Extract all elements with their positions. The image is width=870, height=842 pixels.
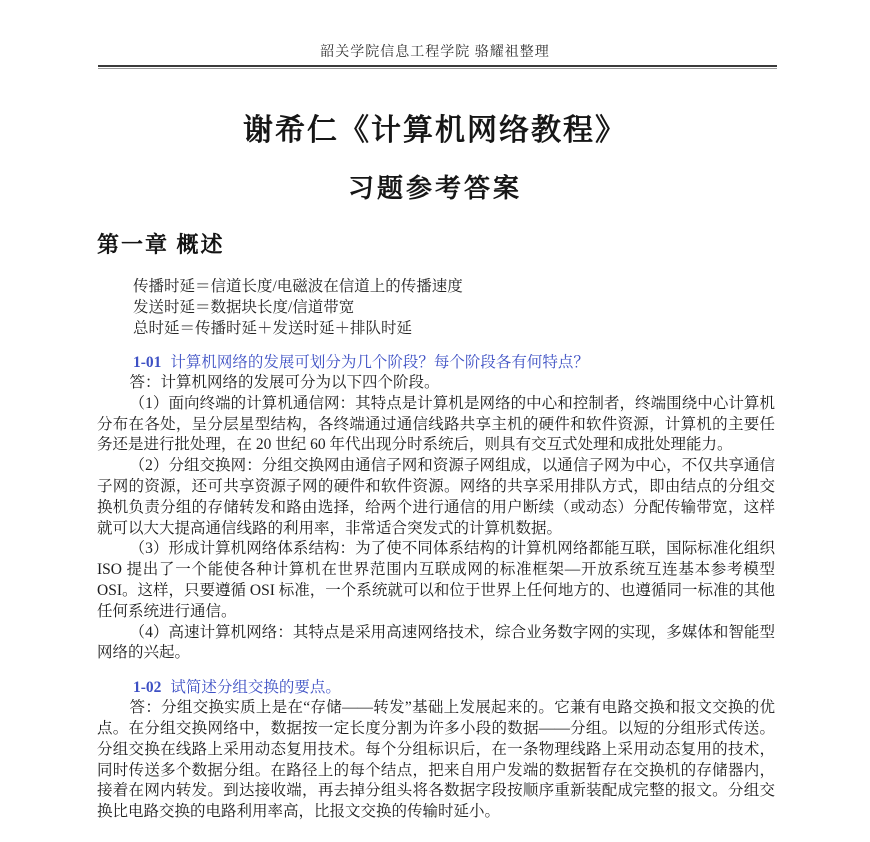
answer-1-02 [97, 698, 775, 823]
answer-paragraph: 答：计算机网络的发展可分为以下四个阶段。 [129, 374, 440, 391]
header-divider-rule [98, 65, 777, 69]
formula-line-total: 总时延＝传播时延＋发送时延＋排队时延 [133, 320, 413, 337]
answer-paragraph: （3）形成计算机网络体系结构：为了使不同体系结构的计算机网络都能互联，国际标准化组织 ISO 提出了一个能使各种计算机在世界范围内互联成网的标准框架—开放系统互连基本参考模型 OSI。这样，只要遵循 OSI 标准，一个系统就可以和位于世界上任何地方的、也遵循同一标准的其他任何系统进行通信。 [97, 540, 775, 620]
question-text: 试简述分组交换的要点。 [170, 679, 341, 697]
answer-1-01 [97, 373, 775, 664]
question-number: 1-02 [133, 679, 162, 697]
chapter-heading: 第一章 概述 [97, 232, 225, 257]
question-1-02 [133, 677, 775, 698]
document-body [97, 228, 775, 823]
delay-formulas [133, 276, 775, 339]
formula-line-transmission: 发送时延＝数据块长度/信道带宽 [133, 299, 355, 316]
page-header-affiliation: 韶关学院信息工程学院 骆耀祖整理 [320, 45, 550, 60]
formula-line-propagation: 传播时延＝信道长度/电磁波在信道上的传播速度 [133, 278, 463, 295]
question-number: 1-01 [133, 354, 162, 371]
question-1-01 [133, 352, 775, 373]
question-text: 计算机网络的发展可划分为几个阶段？每个阶段各有何特点？ [170, 354, 589, 371]
document-subtitle: 习题参考答案 [347, 174, 522, 203]
answer-paragraph: （2）分组交换网：分组交换网由通信子网和资源子网组成，以通信子网为中心，不仅共享通信子网的资源，还可共享资源子网的硬件和软件资源。网络的共享采用排队方式，即由结点的分组交换机负责分组的存储转发和路由选择，给两个进行通信的用户断续（或动态）分配传输带宽，这样就可以大大提高通信线路的利用率，非常适合突发式的计算机数据。 [97, 457, 775, 537]
document-title: 谢希仁《计算机网络教程》 [243, 114, 627, 147]
answer-paragraph: （4）高速计算机网络：其特点是采用高速网络技术，综合业务数字网的实现，多媒体和智能型网络的兴起。 [97, 623, 775, 662]
answer-paragraph: （1）面向终端的计算机通信网：其特点是计算机是网络的中心和控制者，终端围绕中心计算机分布在各处，呈分层星型结构，各终端通过通信线路共享主机的硬件和软件资源，计算机的主要任务还是进行批处理，在 20 世纪 60 年代出现分时系统后，则具有交互式处理和成批处理能力。 [97, 394, 775, 454]
answer-paragraph: 答：分组交换实质上是在“存储——转发”基础上发展起来的。它兼有电路交换和报文交换的优点。在分组交换网络中，数据按一定长度分割为许多小段的数据——分组。以短的分组形式传送。分组交换在线路上采用动态复用技术。每个分组标识后，在一条物理线路上采用动态复用的技术，同时传送多个数据分组。在路径上的每个结点，把来自用户发端的数据暂存在交换机的存储器内，接着在网内转发。到达接收端，再去掉分组头将各数据字段按顺序重新装配成完整的报文。分组交换比电路交换的电路利用率高，比报文交换的传输时延小。 [97, 699, 775, 821]
